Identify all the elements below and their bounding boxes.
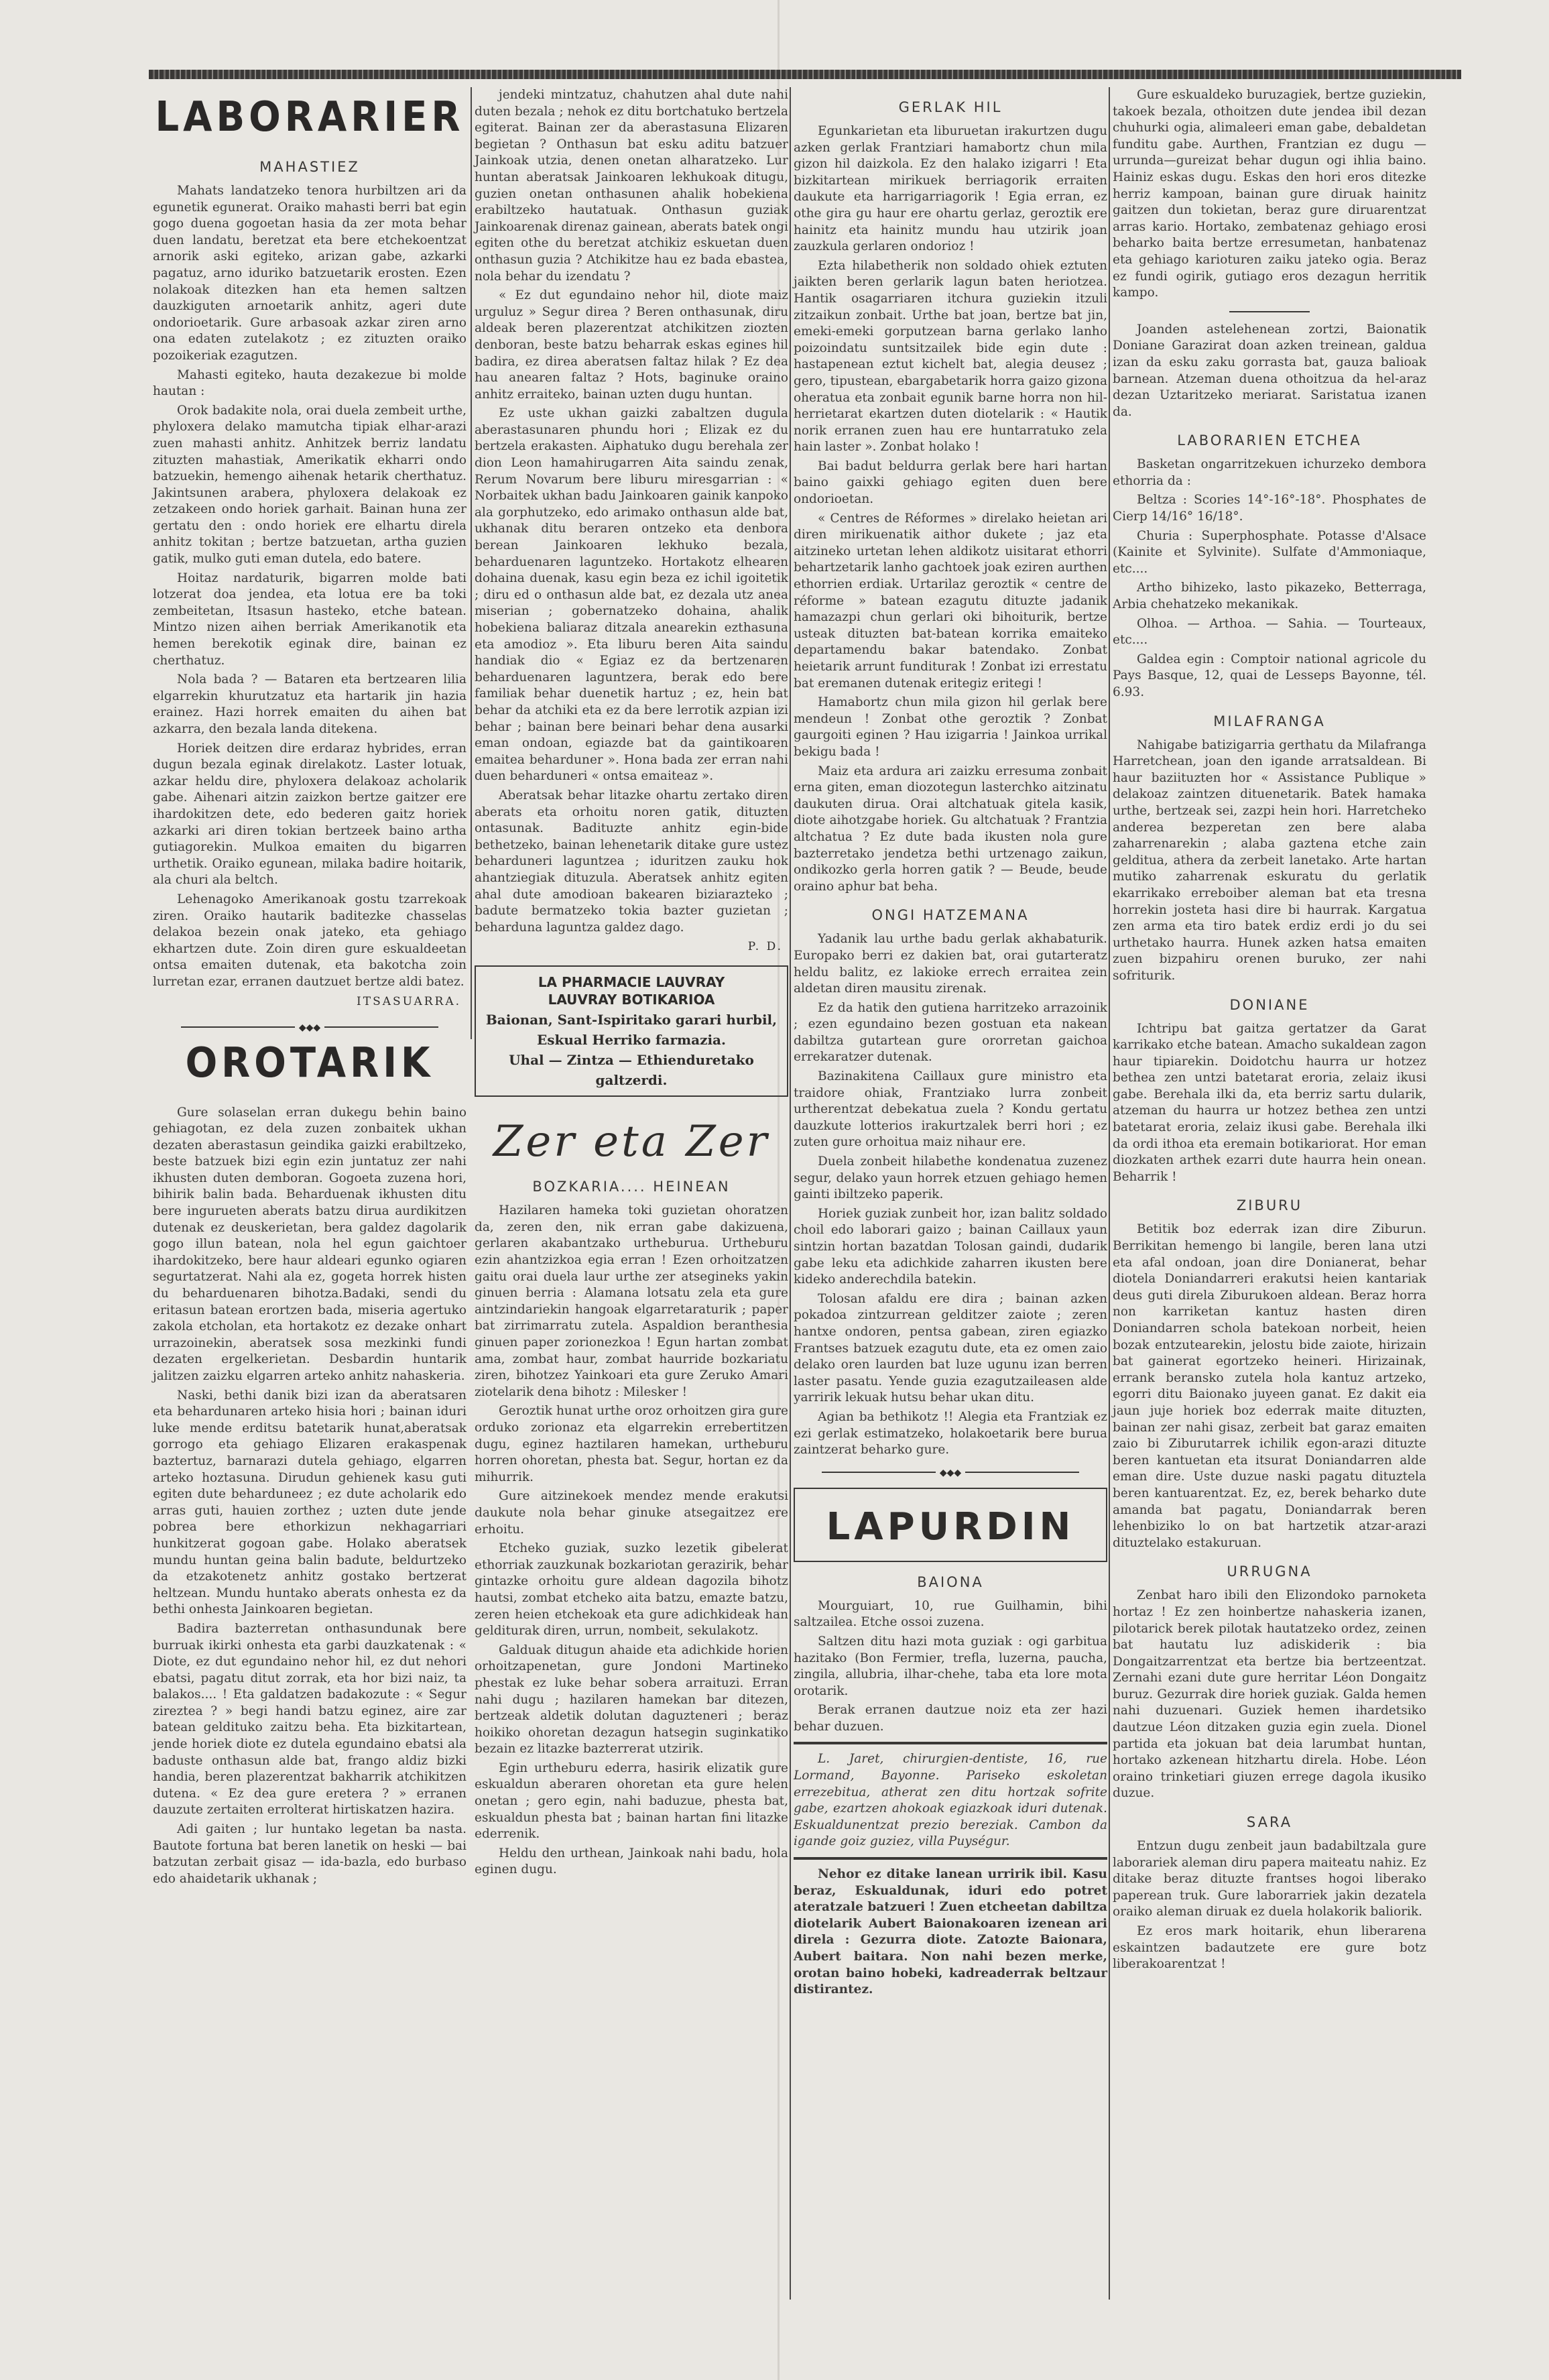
- ad-line: Baionan, Sant-Ispiritako garari hurbil,: [485, 1012, 778, 1028]
- column-1: [153, 87, 467, 1890]
- section-heading-ongi-hatzemana: ONGI HATZEMANA: [871, 907, 1030, 924]
- paragraph: Beltza : Scories 14°-16°-18°. Phosphates de Cierp 14/16° 16/18°.: [1113, 493, 1426, 524]
- paragraph: Geroztik hunat urthe oroz orhoitzen gira gure orduko zorionaz eta elgarrekin errebertitzen dugu, eginez haztilaren hamekan, urtheburu horren ohoretan, phesta bat. Segur, hortan ez da mihurrik.: [475, 1404, 788, 1484]
- paragraph: Galdea egin : Comptoir national agricole du Pays Basque, 12, quai de Lesseps Bayonne, tél. 6.93.: [1113, 652, 1426, 699]
- advertisement-pharmacie: [475, 965, 788, 1097]
- paragraph: Horiek deitzen dire erdaraz hybrides, erran dugun bezala eginak direlakotz. Laster lotuak, azkar heldu dire, phyloxera delakoaz acholarik gabe. Aihenari aitzin zaizkon bertze gaitzer ere ihardokitzen dete, edo bederen gaitz horiek azkarki ari diren tokian bertzeek baino artha gutiagorekin. Mulkoa emaiten du bigarren urthetik. Oraiko egunean, milaka badire hoitarik, ala churi ala beltch.: [153, 741, 467, 888]
- paragraph: Horiek guziak zunbeit hor, izan balitz soldado choil edo laborari gaizo ; bainan Caillaux yaun sintzin hortan bazatdan Tolosan gaindi, dudarik gabe leku eta adichkide zaharren ikusten bere kideko anderechdila batekin.: [794, 1206, 1107, 1287]
- section-heading-doniane: DONIANE: [1229, 996, 1310, 1013]
- paragraph: Ez da hatik den gutiena harritzeko arrazoinik ; ezen egundaino bezen gostuan eta nakean dabiltza gutartean gure ororretan gaichoa errekaratzer dutenak.: [794, 1000, 1107, 1065]
- ad-line: galtzerdi.: [595, 1072, 668, 1089]
- column-4: [1113, 87, 1426, 1976]
- column-separator: [1109, 87, 1110, 2300]
- paragraph: Badira bazterretan onthasundunak bere burruak ikirki onhesta eta garbi dauzkatenak : « Diote, ez dut egundaino nehor hil, ez dut nehori ebatsi, pagatu ditut zorrak, eta hor bizi naiz, ta balakos.... ! Eta galdatzen badakozute : « Segur zireztea ? » begi handi batzu eginez, aire zar batean geldituko zaitzu beha. Eta bizkitartean, jende horiek diote ez dutela egundaino ebatsi ala baduste onthasun alde bat, frango aldiz bizki handia, beren plazerentzat bakharrik atchikitzen dutena. « Ez dea gure eretera ? » erranen dauzute zertaiten errolterat hirtiskatzen hazira.: [153, 1621, 467, 1818]
- signature: P. D.: [747, 940, 783, 954]
- paragraph: jendeki mintzatuz, chahutzen ahal dute nahi duten bezala ; nehok ez ditu bortchatuko bertzela egiterat. Bainan zer da aberastasuna Elizaren begietan ? Onthasun bat esku aditu batzuer Jainkoak utzia, denen onetan alharatzeko. Lur huntan aberatsak Jainkoaren lekhukoak ditugu, guzien onetan onthasunen ahalik hobekiena erabiltzeko hautatuak. Onthasun guziak Jainkoarenak direnaz gainean, aberats batek ongi egiten othe du beretzat atchikiz eskuetan duen onthasun guzia ? Atchikitze hau ez bada ebastea, nola behar du izendatu ?: [475, 88, 788, 284]
- paragraph: Tolosan afaldu ere dira ; bainan azken pokadoa zintzurrean gelditzer zaiote ; zeren hantxe ondoren, pentsa gabean, ziren egiazko Frantses batzuek ezagutu dute, eta ez omen zaio delako oren laurden bat luze ugunu izan berren laster pasatu. Yende guzia ezagutzaileasen alde yarririk lekuak hutsu behar ukan ditu.: [794, 1291, 1107, 1405]
- paragraph: Galduak ditugun ahaide eta adichkide horien orhoitzapenetan, gure Jondoni Martineko phestak ez luke behar sobera arraituzi. Erran nahi dugu ; hazilaren hamekan bar ditezen, bertzeak aldetik dolutan daguzteneri ; beraz hoikiko ohoretan dezagun hatsegin suginkatiko bezain ez litazke bazterrerat utzirik.: [475, 1643, 788, 1757]
- paragraph: Etcheko guziak, suzko lezetik gibelerat ethorriak zauzkunak bozkariotan gerazirik, behar gintazke orhoitu gure aldean dagozila bihotz hautsi, zombat etcheko aita batzu, emazte batzu, zeren heien etchekoak eta gure adichkideak han gelditurak diren, urrun, nombeit, sekulakotz.: [475, 1541, 788, 1639]
- paragraph: Berak erranen dautzue noiz eta zer hazi behar duzuen.: [794, 1703, 1107, 1734]
- ad-title: LA PHARMACIE LAUVRAY: [538, 974, 725, 991]
- section-heading-sara: SARA: [1246, 1814, 1293, 1831]
- paragraph: Entzun dugu zenbeit jaun badabiltzala gure laborariek aleman diru papera maiteatu nahiz. Ez ditake beraz dituzte frantses hogoi liberako paperean truk. Gure laborarriek jakin dezatela oraiko aleman diruak ez duela holakorik baliorik.: [1113, 1839, 1426, 1919]
- section-heading-zer-eta-zer: Zer eta Zer: [493, 1117, 770, 1167]
- paragraph: Basketan ongarritzekuen ichurzeko dembora ethorria da :: [1113, 457, 1426, 488]
- subheading-bozkaria: BOZKARIA.... HEINEAN: [532, 1179, 731, 1195]
- section-heading-ziburu: ZIBURU: [1236, 1197, 1303, 1214]
- paragraph: Mahasti egiteko, hauta dezakezue bi molde hautan :: [153, 367, 467, 399]
- section-heading-laborarien-etchea: LABORARIEN ETCHEA: [1177, 432, 1362, 449]
- ad-title: LAUVRAY BOTIKARIOA: [548, 992, 715, 1008]
- lapurdin-box: [794, 1488, 1107, 1562]
- paragraph: Lehenagoko Amerikanoak gostu tzarrekoak ziren. Oraiko hautarik baditezke chasselas delakoa bezein onak jateko, eta gehiago ekhartzen dute. Zoin diren gure eskualdeetan ontsa emaiten dutenak, eta bakotcha zoin lurretan ezar, erranen dautzuet bertze aldi batez.: [153, 892, 467, 989]
- section-heading-orotarik: OROTARIK: [185, 1038, 434, 1087]
- paragraph: Churia : Superphosphate. Potasse d'Alsace (Kainite et Sylvinite). Sulfate d'Ammoniaque, etc....: [1113, 528, 1426, 576]
- paragraph: « Centres de Réformes » direlako heietan ari diren mirikuenatik aithor dukete ; jaz eta aitzineko urtetan lehen aldikotz uisitarat ethorri behartzetarik lanho gachtoek joak eziren aurthen ethorrien erdiak. Urtarilaz geroztik « centre de réforme » batean ezagutu dituzte jadanik hamazazpi chun gerlari oki bihoiturik, bertze usteak dituzten bat-batean korrika emaiteko departamendu bakar batendako. Zonbat heietarik arrunt funditurak ! Zonbat izi errestatu bat eremanen dutenak eritegiz eritegi !: [794, 511, 1107, 691]
- section-heading-milafranga: MILAFRANGA: [1213, 713, 1326, 729]
- signature: ITSASUARRA.: [357, 994, 461, 1008]
- paragraph: Maiz eta ardura ari zaizku erresuma zonbait erna giten, eman diozotegun lasterchko aitzinatu daukuten dirua. Orai altchatuak gitela kasik, diote aihotzgabe horiek. Gu altchatuak ? Frantzia altchatua ? Ez dute bada ikusten nola gure bazterretako jendetza bethi urtzenago zaikun, ondikozko gerla horren gatik ? — Beude, beude oraino aphur bat beha.: [794, 764, 1107, 894]
- paragraph: Egin urtheburu ederra, hasirik elizatik gure eskualdun aberaren ohoretan eta gure helen onetan ; gero egin, nahi baduzue, phesta bat, eskualdun phesta bat ; bainan hartan fini litazke ederrenik.: [475, 1761, 788, 1842]
- paragraph: Hoitaz nardaturik, bigarren molde bati lotzerat doa jendea, eta lotua ere ba toki zembeitetan, Itsasun hasteko, etche batean. Mintzo nizen aihen berriak Amerikanotik eta hemen berekotik eginak dire, bainan ez cherthatuz.: [153, 571, 467, 668]
- paragraph: Nola bada ? — Bataren eta bertzearen lilia elgarrekin khurutzatuz eta hartarik jin hazia erainez. Hazi horrek emaiten du aihen bat azkarra, den bezala landa ditekena.: [153, 672, 467, 736]
- divider: [794, 1742, 1107, 1744]
- paragraph: Olhoa. — Arthoa. — Sahia. — Tourteaux, etc....: [1113, 616, 1426, 648]
- section-heading-urrugna: URRUGNA: [1227, 1563, 1312, 1580]
- divider: [1229, 311, 1310, 312]
- advertisement-dentist: L. Jaret, chirurgien-dentiste, 16, rue Lormand, Bayonne. Pariseko eskoletan errezebitua, atherat zen ditu hortzak sofrite gabe, ezartzen ahokoak egiazkoak iduri dutenak. Eskualdunentzat prezio bereziak. Cambon da igande goiz guziez, villa Puységur.: [794, 1752, 1107, 1849]
- advertisement-aubert: Nehor ez ditake lanean urririk ibil. Kasu beraz, Eskualdunak, iduri edo potret ateratzale batzueri ! Zuen etcheetan dabiltza diotelarik Aubert Baionakoaren izenean ari direla : Gezurra diote. Zatozte Baionara, Aubert baitara. Non nahi bezen merke, orotan baino hobeki, kadreaderrak beltzaur distirantez.: [794, 1867, 1107, 1997]
- paragraph: Gure solaselan erran dukegu behin baino gehiagotan, ez dela zuzen zonbaitek ukhan dezaten aberastasun geindika gaizki erabiltzeko, beste batzuek bizi egin ezin juntatuz zer nahi ikhusten duten demboran. Gogoeta zuzena hori, bihirik balin bada. Beharduenak ikhusten ditu bere ingurueten aberats batzu dirua aurdikitzen dutenak ez deuskerietan, bera galdez dagolarik gogo illun batean, nola hel egun gaichtoer ihardokitzeko, bere haur aldeari egunko ogiaren segurtatzerat. Nahi ala ez, gogeta horrek histen du beharduenaren bihotza.Badaki, sendi du eritasun batean erortzen bada, miseria agertuko zakola etcholan, eta hortakotz ez dezake onhart urrazoinekin, aberatsek sosa mezkinki fundi dezaten ergelkerietan. Desbardin huntarik jalitzen zaizku elgarren arteko anhitz nahaskeria.: [153, 1105, 467, 1383]
- paragraph: Artho bihizeko, lasto pikazeko, Betterraga, Arbia chehatzeko mekanikak.: [1113, 581, 1426, 612]
- paragraph: Agian ba bethikotz !! Alegia eta Frantziak ez ezi gerlak estimatzeko, holakoetarik bere burua zaintzerat beharko gure.: [794, 1409, 1107, 1457]
- paragraph: Egunkarietan eta liburuetan irakurtzen dugu azken gerlak Frantziari hamabortz chun mila gizon hil daizkola. Ez den halako izigarri ! Eta bizkitartean mirikuek berriagorik erraiten daukute eta harrigarriagorik ! Egia erran, ez othe gira gu haur ere ohartu gerlaz, geroztik ere hainitz eta hainitz mundu hau utzirik joan zauzkula gerlaren ondorioz !: [794, 124, 1107, 254]
- divider: [794, 1857, 1107, 1860]
- paragraph: Mahats landatzeko tenora hurbiltzen ari da egunetik egunerat. Oraiko mahasti berri bat egin gogo duena gogoetan hasia da zer mota behar duen landatu, beretzat eta bere etchekoentzat arnorik aski egiteko, arizan gabe, azkarki pagatuz, arno iduriko batzuetarik erosten. Ezen nolakoak ditezken han eta hemen saltzen dauzkiguten arnoetarik anhitz, ageri dute ondorioetarik. Gure arbasoak azkar ziren arno ona edaten zutelakotz ; ez zituzten oraiko pozoikeriak ezagutzen.: [153, 184, 467, 363]
- paragraph: Joanden astelehenean zortzi, Baionatik Doniane Garazirat doan azken treinean, galdua izan da esku zaku gorrasta bat, gauza balioak barnean. Atzeman duena othoitzua da hel-araz dezan Uztaritzeko meriarat. Saristatua izanen da.: [1113, 322, 1426, 419]
- paragraph: Ez eros mark hoitarik, ehun liberarena eskaintzen badautzete ere gure botz liberakoarentzat !: [1113, 1924, 1426, 1972]
- paragraph: Aberatsak behar litazke ohartu zertako diren aberats eta orhoitu noren gatik, dituzten ontasunak. Badituzte anhitz egin-bide bethetzeko, bainan lehenetarik ditake gure ustez beharduneri laguntzea ; iduritzen zauku hok ahantziegiak dituzula. Aberatsek anhitz egiten ahal dute amodioan bakearen biziarazteko ; badute bermatzeko tokia bazter guzietan ; beharduna laguntza galdez dago.: [475, 788, 788, 935]
- section-heading-laborarier: LABORARIER: [155, 93, 464, 141]
- paragraph: Duela zonbeit hilabethe kondenatua zuzenez segur, delako yaun horrek etzuen gehiago hemen gainti ibiltzeko paperik.: [794, 1154, 1107, 1202]
- ornament-divider: ◆◆◆: [794, 1466, 1107, 1478]
- paragraph: Orok badakite nola, orai duela zembeit urthe, phyloxera delako mamutcha tipiak elhar-arazi zuen mahasti anhitz. Anhitzek berriz landatu zituzten mahastiak, Amerikatik ekharri ondo batzuekin, hemengo aihenak hetarik cherthatuz. Jakintsunen arabera, phyloxera delakoak ez zetzakeen ondo horiek garhait. Bainan huna zer gertatu den : ondo horiek ere elhartu direla anhitz tokitan ; bertze batzuetan, artha guzien gatik, mulko guti eman dutela, edo batere.: [153, 403, 467, 567]
- top-rule: [149, 70, 1461, 79]
- column-3: [794, 87, 1107, 2001]
- paragraph: « Ez dut egundaino nehor hil, diote maiz urguluz » Segur direa ? Beren onthasunak, diru aldeak beren plazerentzat atchikitzen ziozten denboran, beste batzu beharrak eskas egines hil badira, ez direa aberatsen faltaz hilak ? Ez dea hau anearen faltaz ? Hots, baginuke oraino anhitz erraiteko, bainan uzten dugu huntan.: [475, 288, 788, 402]
- paragraph: Ichtripu bat gaitza gertatzer da Garat karrikako etche batean. Amacho sukaldean zagon haur tipiarekin. Doidotchu haurra ur hotzez bethea zen untzi batetarat eroria, zelaiz ikusi gabe. Berehala ilki da, eta berriz sartu dularik, atzeman du haurra ur hotzez bethea zen untzi batetarat eroria, zelaiz ikusi gabe. Berehala ilki da ordi ithoa eta eremain botikariorat. Hor eman diozkaten arthek ezarri dute haurra hein onean. Beharrik !: [1113, 1021, 1426, 1184]
- ad-line: Eskual Herriko farmazia.: [537, 1032, 726, 1049]
- paragraph: Yadanik lau urthe badu gerlak akhabaturik. Europako berri ez dakien bat, orai gutarteratz heldu balitz, ez lakioke errech erraitea zein aldetan diren mausitu zirenak.: [794, 932, 1107, 996]
- paragraph: Nahigabe batizigarria gerthatu da Milafranga Harretchean, joan den igande arratsaldean. Bi haur baziituzten hor « Assistance Publique » delakoaz zaintzen dituenetarik. Batek hamaka urthe, bertzeak sei, zazpi hein hori. Harretcheko anderea bezperetan zen bere alaba zaharrenarekin ; alaba gaztena etche zain gelditua, athera da zerbeit lanetako. Arte hartan mutiko zaharrenak eskuratu du gerlatik ekarrikako erreboiber aleman bat eta tresna horrekin josteta hasi dire bi haurrak. Kargatua zen arma eta tiro batek erdiz erdi jo du sei urthetako haurra. Hunek azken hatsa emaiten zuen bizpahiru orenen buruko, zer nahi sofriturik.: [1113, 737, 1426, 983]
- ad-line: Uhal — Zintza — Ethienduretako: [509, 1052, 754, 1069]
- paragraph: Ezta hilabetherik non soldado ohiek eztuten jaikten beren gerlarik lagun baten heriotzea. Hantik osagarriaren itchura guziekin itzuli zitzaikun zonbait. Urthe bat joan, bertze bat jin, emeki-emeki gorputzean barna gerlako lanho poizoindatu suntsitzailek bide egin dute : hastapenean eztut kichelt bat, alegia deusez ; gero, tipustean, ebargabetarik horra gaizo gizona oheratua eta zonbait egunik barne horra non hil-herrietarat ekartzen duten diotelarik : « Hautik norik erranen zuen hau ere huntarratuko zela hain laster ». Zonbat holako !: [794, 258, 1107, 455]
- paragraph: Bazinakitena Caillaux gure ministro eta traidore ohiak, Frantziako lurra zonbeit urtherentzat debekatua zuela ? Kondu gertatu dauzkute lotterios irakurtzalek berri hori ; ez zuten gure orhoitua maiz nihaur ere.: [794, 1069, 1107, 1150]
- paragraph: Betitik boz ederrak izan dire Ziburun. Berrikitan hemengo bi langile, beren lana utzi eta afal ondoan, joan dire Donianerat, behar diotela Doniandarreri erakutsi heien kantariak deus guti direla Ziburukoen aldean. Beraz horra non karriketan kantuz hasten diren Doniandarren schola batekoan norbeit, heien bozak entzutearekin, jelostu bide zaiote, hirizain bat gainerat egortzeko heineri. Hirizainak, errank beransko zutela hola kantuz artzeko, egorri ditu Baionako juyeen ganat. Ez dakit eia jaun juje horiek boz ederrak maite dituzten, bainan zer nahi gisaz, zerbeit bat garaz emaiten zaio bi Ziburutarrek ichilik egon-arazi dituzte beren kantuetan eta itsurat Doniandarren alde eman dire. Uste duzue naski pagatu dituztela beren kantuarentzat. Ez, ez, berek beharko dute amanda bat pagatu, Doniandarrak beren lehenbiziko lo on bat hartzetik atzar-arazi dituztelako estakuruan.: [1113, 1222, 1426, 1550]
- paragraph: Hamabortz chun mila gizon hil gerlak bere mendeun ! Zonbat othe geroztik ? Zonbat gaurgoiti eginen ? Hau izigarria ! Jainkoa urrikal bekigu bada !: [794, 695, 1107, 759]
- column-separator: [471, 87, 472, 1039]
- paragraph: Ez uste ukhan gaizki zabaltzen dugula aberastasunaren phundu hori ; Elizak ez du bertzela erakasten. Aiphatuko dugu berehala zer dion Leon hamahirugarren Aita saindu zenak, Rerum Novarum bere liburu miresgarrian : « Norbaitek ukhan badu Jainkoaren gainik kanpoko ala gorphutzeko, edo arimako onthasun alde bat, ukhanak ditu beraren ontzeko eta denbora berean Jainkoaren lekhuko bezala, beharduenaren laguntzeko. Hortakotz elhearen dohaina duenak, kasu egin beza ez ichil igoitetik ; diru ed o onthasun alde bat, ez dezala utz anea miserian ; gobernatzeko dohaina, ahalik hobekiena baliaraz ditzala anearekin ezthasuna eta amodioz ». Eta liburu beren Aita saindu handiak dio « Egiaz ez da bertzenaren beharduenaren laguntzera, berak edo bere familiak behar duenetik hartuz ; ez, hein bat behar da atchiki eta ez da bere lerrotik azpian izi behar ; bainan bere beinari behar dena ausarki eman ondoan, egiazde bat da gaintikoaren emaitea beharduner ». Hona bada zer erran nahi duen beharduneri « ontsa emaiteaz ».: [475, 406, 788, 784]
- paragraph: Zenbat haro ibili den Elizondoko parnoketa hortaz ! Ez zen hoinbertze nahaskeria izanen, pilotarick berek pilotak hautatzeko ordez, zeinen bat hautatu luz adiskiderik : bia Dongaitzarrentzat eta bertze bia bertzeentzat. Zernahi ezani dute gure herritar Léon Dongaitz buruz. Gezurrak dire horiek guziak. Galda hemen nahi duzuenari. Guziek hemen ihardetsiko dautzue Léon ditzaken guzia egin zuela. Dionel partida eta jokuan bat deia larumbat huntan, hortako azkenean hitzhartu direla. Hobe. Léon oraino trinketiari giuzen errege dagola ikusiko duzue.: [1113, 1588, 1426, 1801]
- paragraph: Saltzen ditu hazi mota guziak : ogi garbitua hazitako (Bon Fermier, trefla, luzerna, paucha, zingila, allubria, ilhar-chehe, taba eta lore mota orotarik.: [794, 1634, 1107, 1698]
- section-heading-gerlak-hil: GERLAK HIL: [898, 99, 1003, 115]
- paragraph: Mourguiart, 10, rue Guilhamin, bihi saltzailea. Etche ossoi zuzena.: [794, 1598, 1107, 1630]
- paragraph: Hazilaren hameka toki guzietan ohoratzen da, zeren den, nik erran gabe dakizuena, gerlaren akabantzako urtheburua. Urtheburu ezin ahantzizkoa egia erran ! Ezen orhoitzatzen gaitu orai duela laur urthe zer atsegineks yakin ginuen berria : Alamana lotsatu zela eta gure aintzindariekin hangoak elgarretaraturik ; paper bat zirrimarratu zutela. Aspaldion beranthesia ginuen paper zorionezkoa ! Egun hartan zombat ama, zombat haur, zombat haurride bozkariatu ziren, bihotzez Yainkoari eta gure Zeruko Amari ziotelarik dena bihotz : Milesker !: [475, 1203, 788, 1399]
- paragraph: Adi gaiten ; lur huntako legetan ba nasta. Bautote fortuna bat beren lanetik on heski — bai batzutan zerbait gisaz — ida-bazla, edo burbaso edo ahaidetarik ukhanak ;: [153, 1822, 467, 1886]
- paragraph: Gure eskualdeko buruzagiek, bertze guziekin, takoek bezala, othoitzen dute jendea ibil dezan chuhurki ogia, alimaleeri eman gabe, debaldetan funditu gabe. Aurthen, Frantzian ez dugu — urrunda—gureizat behar dugun ogi ihlia baino. Hainiz eskas dugu. Eskas den hori eros ditezke herriz kampoan, bainan gure diruak hainitz gaitzen dun tokietan, beraz gure diruarentzat arras kario. Hortako, zembatenaz gehiago erosi beharko baita bertze erresumetan, hanbatenaz eta gehiago karioturen zaiku jateko ogia. Beraz ez fundi ogirik, gutiago eros dezagun herritik kampo.: [1113, 88, 1426, 300]
- ornament-divider: ◆◆◆: [153, 1020, 467, 1033]
- paragraph: Gure aitzinekoek mendez mende erakutsi daukute nola behar ginuke atsegaitzez ere erhoitu.: [475, 1489, 788, 1537]
- paragraph: Bai badut beldurra gerlak bere hari hartan baino gaixki gehiago egiten duen bere ondorioetan.: [794, 459, 1107, 507]
- section-heading-lapurdin: LAPURDIN: [826, 1504, 1075, 1549]
- subheading-mahastiez: MAHASTIEZ: [259, 159, 360, 175]
- paragraph: Heldu den urthean, Jainkoak nahi badu, hola eginen dugu.: [475, 1846, 788, 1877]
- column-2: [475, 87, 788, 1881]
- paragraph: Naski, bethi danik bizi izan da aberatsaren eta behardunaren arteko hisia hori ; bainan iduri luke mende erditsu batetarik hunat,aberatsak gorrogo eta gehiago Elizaren erakaspenak baztertuz, barnarazi dutela gehiago, elgarren arteko hoztasuna. Dirudun gehienek kasu guti egiten dute beharduneez ; ez dute acholarik edo arras guti, hauien zorthez ; uzten dute jende pobrea bere ethorkizun nekhagarriari hunkitzerat gogoan gabe. Holako aberatsek mundu huntan geina balin badute, beldurtzeko da etzakotenetz anhitz gostako bertzerat heltzean. Mundu huntako aberats onhesta ez da bethi onhesta Jainkoaren begietan.: [153, 1388, 467, 1617]
- column-separator: [790, 87, 791, 2300]
- subheading-baiona: BAIONA: [917, 1573, 984, 1590]
